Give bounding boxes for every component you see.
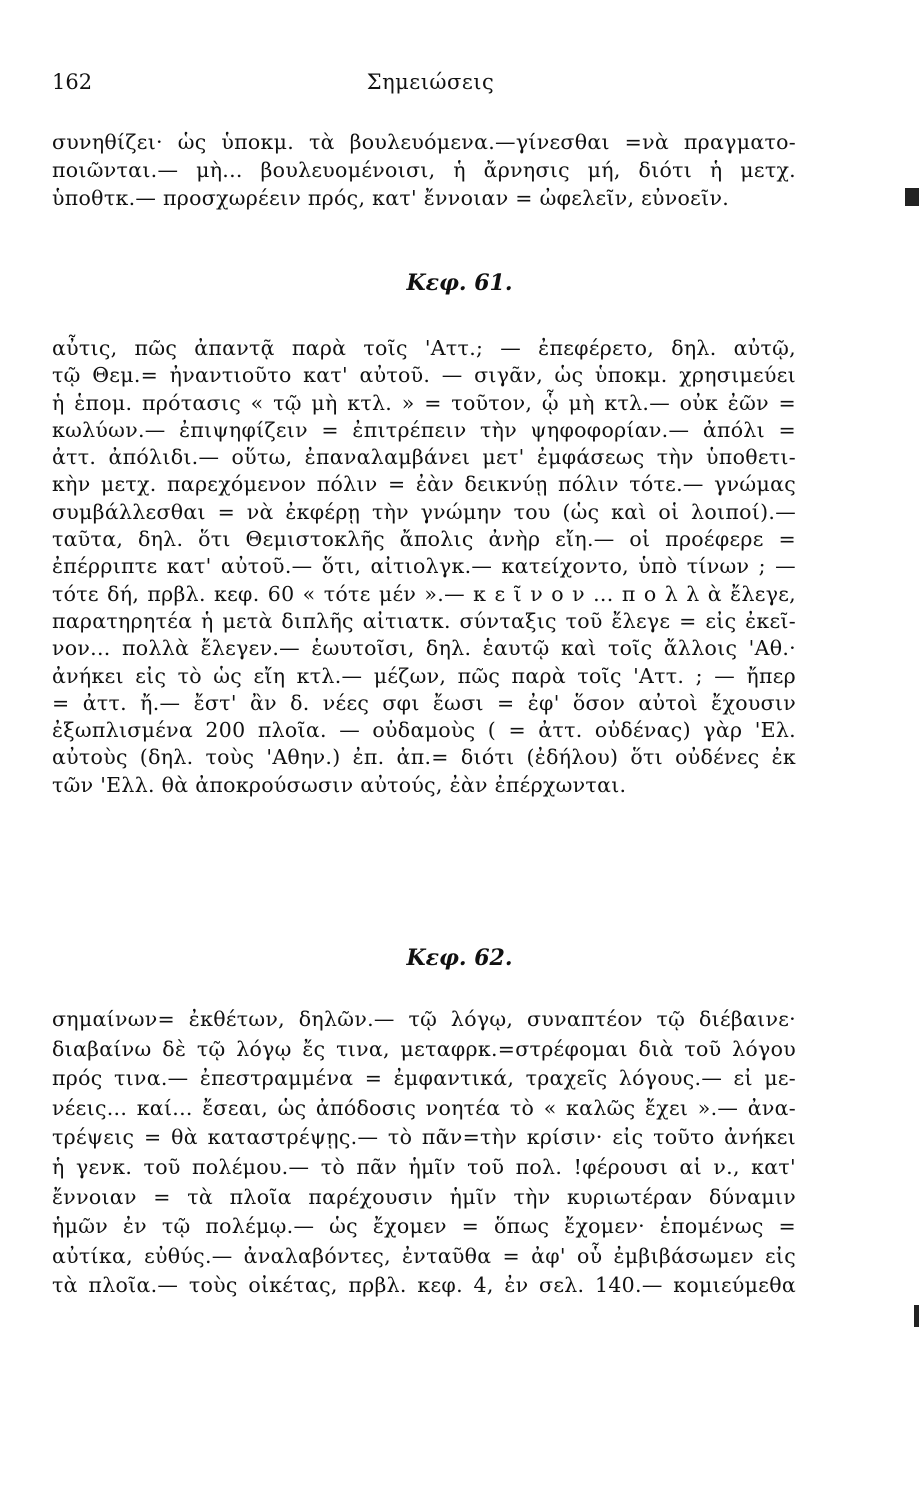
text-line: συνηθίζει· ὡς ὑποκμ. τὰ βουλευόμενα.—γίνεσθαι =νὰ πραγματο- [52, 130, 796, 154]
text-line: σημαίνων= ἐκθέτων, δηλῶν.— τῷ λόγῳ, συναπτέον τῷ διέβαινε· [52, 1007, 796, 1031]
chapter-62-notes [52, 1005, 796, 1301]
text-line: ἡμῶν ἐν τῷ πολέμῳ.— ὡς ἔχομεν = ὅπως ἔχομεν· ἑπομένως = [52, 1214, 796, 1239]
text-line: ἐπέρριπτε κατ' αὐτοῦ.— ὅτι, αἰτιολγκ.— κατείχοντο, ὑπὸ τίνων ; — [52, 554, 796, 579]
text-line: ποιῶνται.— μὴ... βουλευομένοισι, ἡ ἄρνησις μή, διότι ἡ μετχ. [52, 158, 796, 182]
text-line: τὰ πλοῖα.— τοὺς οἰκέτας, πρβλ. κεφ. 4, ἐν σελ. 140.— κομιεύμεθα [52, 1273, 796, 1298]
chapter-61-notes [52, 335, 796, 799]
text-line: κωλύων.— ἐπιψηφίζειν = ἐπιτρέπειν τὴν ψηφοφορίαν.— ἀπόλι = [52, 417, 796, 442]
chapter-61-heading: Κεφ. 61. [406, 270, 513, 296]
text-line: αὐτοὺς (δηλ. τοὺς 'Αθην.) ἐπ. ἀπ.= διότι (ἐδήλου) ὅτι οὐδένες ἐκ [52, 745, 796, 770]
text-line: πρός τινα.— ἐπεστραμμένα = ἐμφαντικά, τραχεῖς λόγους.— εἰ με- [52, 1066, 796, 1091]
text-line: τρέψεις = θὰ καταστρέψῃς.— τὸ πᾶν=τὴν κρίσιν· εἰς τοῦτο ἀνήκει [52, 1125, 796, 1150]
scan-edge-mark [905, 188, 919, 206]
page-number: 162 [52, 70, 93, 94]
text-line: τῶν 'Ελλ. θὰ ἀποκρούσωσιν αὐτούς, ἐὰν ἐπέρχωνται. [52, 772, 627, 797]
text-line: ἔννοιαν = τὰ πλοῖα παρέχουσιν ἡμῖν τὴν κυριωτέραν δύναμιν [52, 1184, 796, 1209]
text-line: κὴν μετχ. παρεχόμενον πόλιν = ἐὰν δεικνύῃ πόλιν τότε.— γνώμας [52, 472, 796, 497]
text-line: διαβαίνω δὲ τῷ λόγῳ ἔς τινα, μεταφρκ.=στρέφομαι διὰ τοῦ λόγου [52, 1036, 796, 1061]
text-line: ἐξωπλισμένα 200 πλοῖα. — οὐδαμοὺς ( = ἀττ. οὐδένας) γὰρ 'Ελ. [52, 718, 796, 743]
running-head [52, 70, 809, 104]
chapter-62-heading: Κεφ. 62. [406, 945, 513, 971]
intro-paragraph [52, 128, 796, 212]
text-line: ὑποθτκ.— προσχωρέειν πρός, κατ' ἔννοιαν = ὠφελεῖν, εὐνοεῖν. [52, 186, 730, 210]
running-title: Σημειώσεις [366, 70, 495, 94]
text-line: ἀνήκει εἰς τὸ ὡς εἴη κτλ.— μέζων, πῶς παρὰ τοῖς 'Αττ. ; — ἤπερ [52, 663, 796, 688]
text-line: = ἀττ. ἤ.— ἔστ' ἂν δ. νέες σφι ἔωσι = ἐφ' ὅσον αὐτοὶ ἔχουσιν [52, 690, 796, 715]
text-line: αὐτίκα, εὐθύς.— ἀναλαβόντες, ἐνταῦθα = ἀφ' οὗ ἐμβιβάσωμεν εἰς [52, 1243, 796, 1268]
scan-edge-mark [914, 1305, 919, 1327]
text-line: αὖτις, πῶς ἀπαντᾷ παρὰ τοῖς 'Αττ.; — ἐπεφέρετο, δηλ. αὐτῷ, [52, 336, 796, 360]
text-line: νέεις... καί... ἔσεαι, ὡς ἀπόδοσις νοητέα τὸ « καλῶς ἔχει ».— ἀνα- [52, 1095, 796, 1120]
text-line: νον... πολλὰ ἔλεγεν.— ἑωυτοῖσι, δηλ. ἑαυτῷ καὶ τοῖς ἄλλοις 'Αθ.· [52, 636, 796, 661]
text-line: ταῦτα, δηλ. ὅτι Θεμιστοκλῆς ἄπολις ἀνὴρ εἴη.— οἱ προέφερε = [52, 527, 796, 552]
text-line: τῷ Θεμ.= ἠναντιοῦτο κατ' αὐτοῦ. — σιγᾶν, ὡς ὑποκμ. χρησιμεύει [52, 363, 796, 388]
text-line: παρατηρητέα ἡ μετὰ διπλῆς αἰτιατκ. σύνταξις τοῦ ἔλεγε = εἰς ἐκεῖ- [52, 608, 796, 633]
text-line: συμβάλλεσθαι = νὰ ἐκφέρῃ τὴν γνώμην του (ὡς καὶ οἱ λοιποί).— [52, 499, 796, 524]
text-line: τότε δή, πρβλ. κεφ. 60 « τότε μέν ».— κ ε ῖ ν ο ν ... π ο λ λ ὰ ἔλεγε, [52, 581, 796, 606]
text-line: ἀττ. ἀπόλιδι.— οὕτω, ἐπαναλαμβάνει μετ' ἐμφάσεως τὴν ὑποθετι- [52, 445, 796, 470]
text-line: ἡ ἑπομ. πρότασις « τῷ μὴ κτλ. » = τοῦτον, ᾧ μὴ κτλ.— οὐκ ἐῶν = [52, 390, 796, 415]
text-line: ἡ γενκ. τοῦ πολέμου.— τὸ πᾶν ἡμῖν τοῦ πολ. !φέρουσι αἱ ν., κατ' [52, 1154, 796, 1179]
